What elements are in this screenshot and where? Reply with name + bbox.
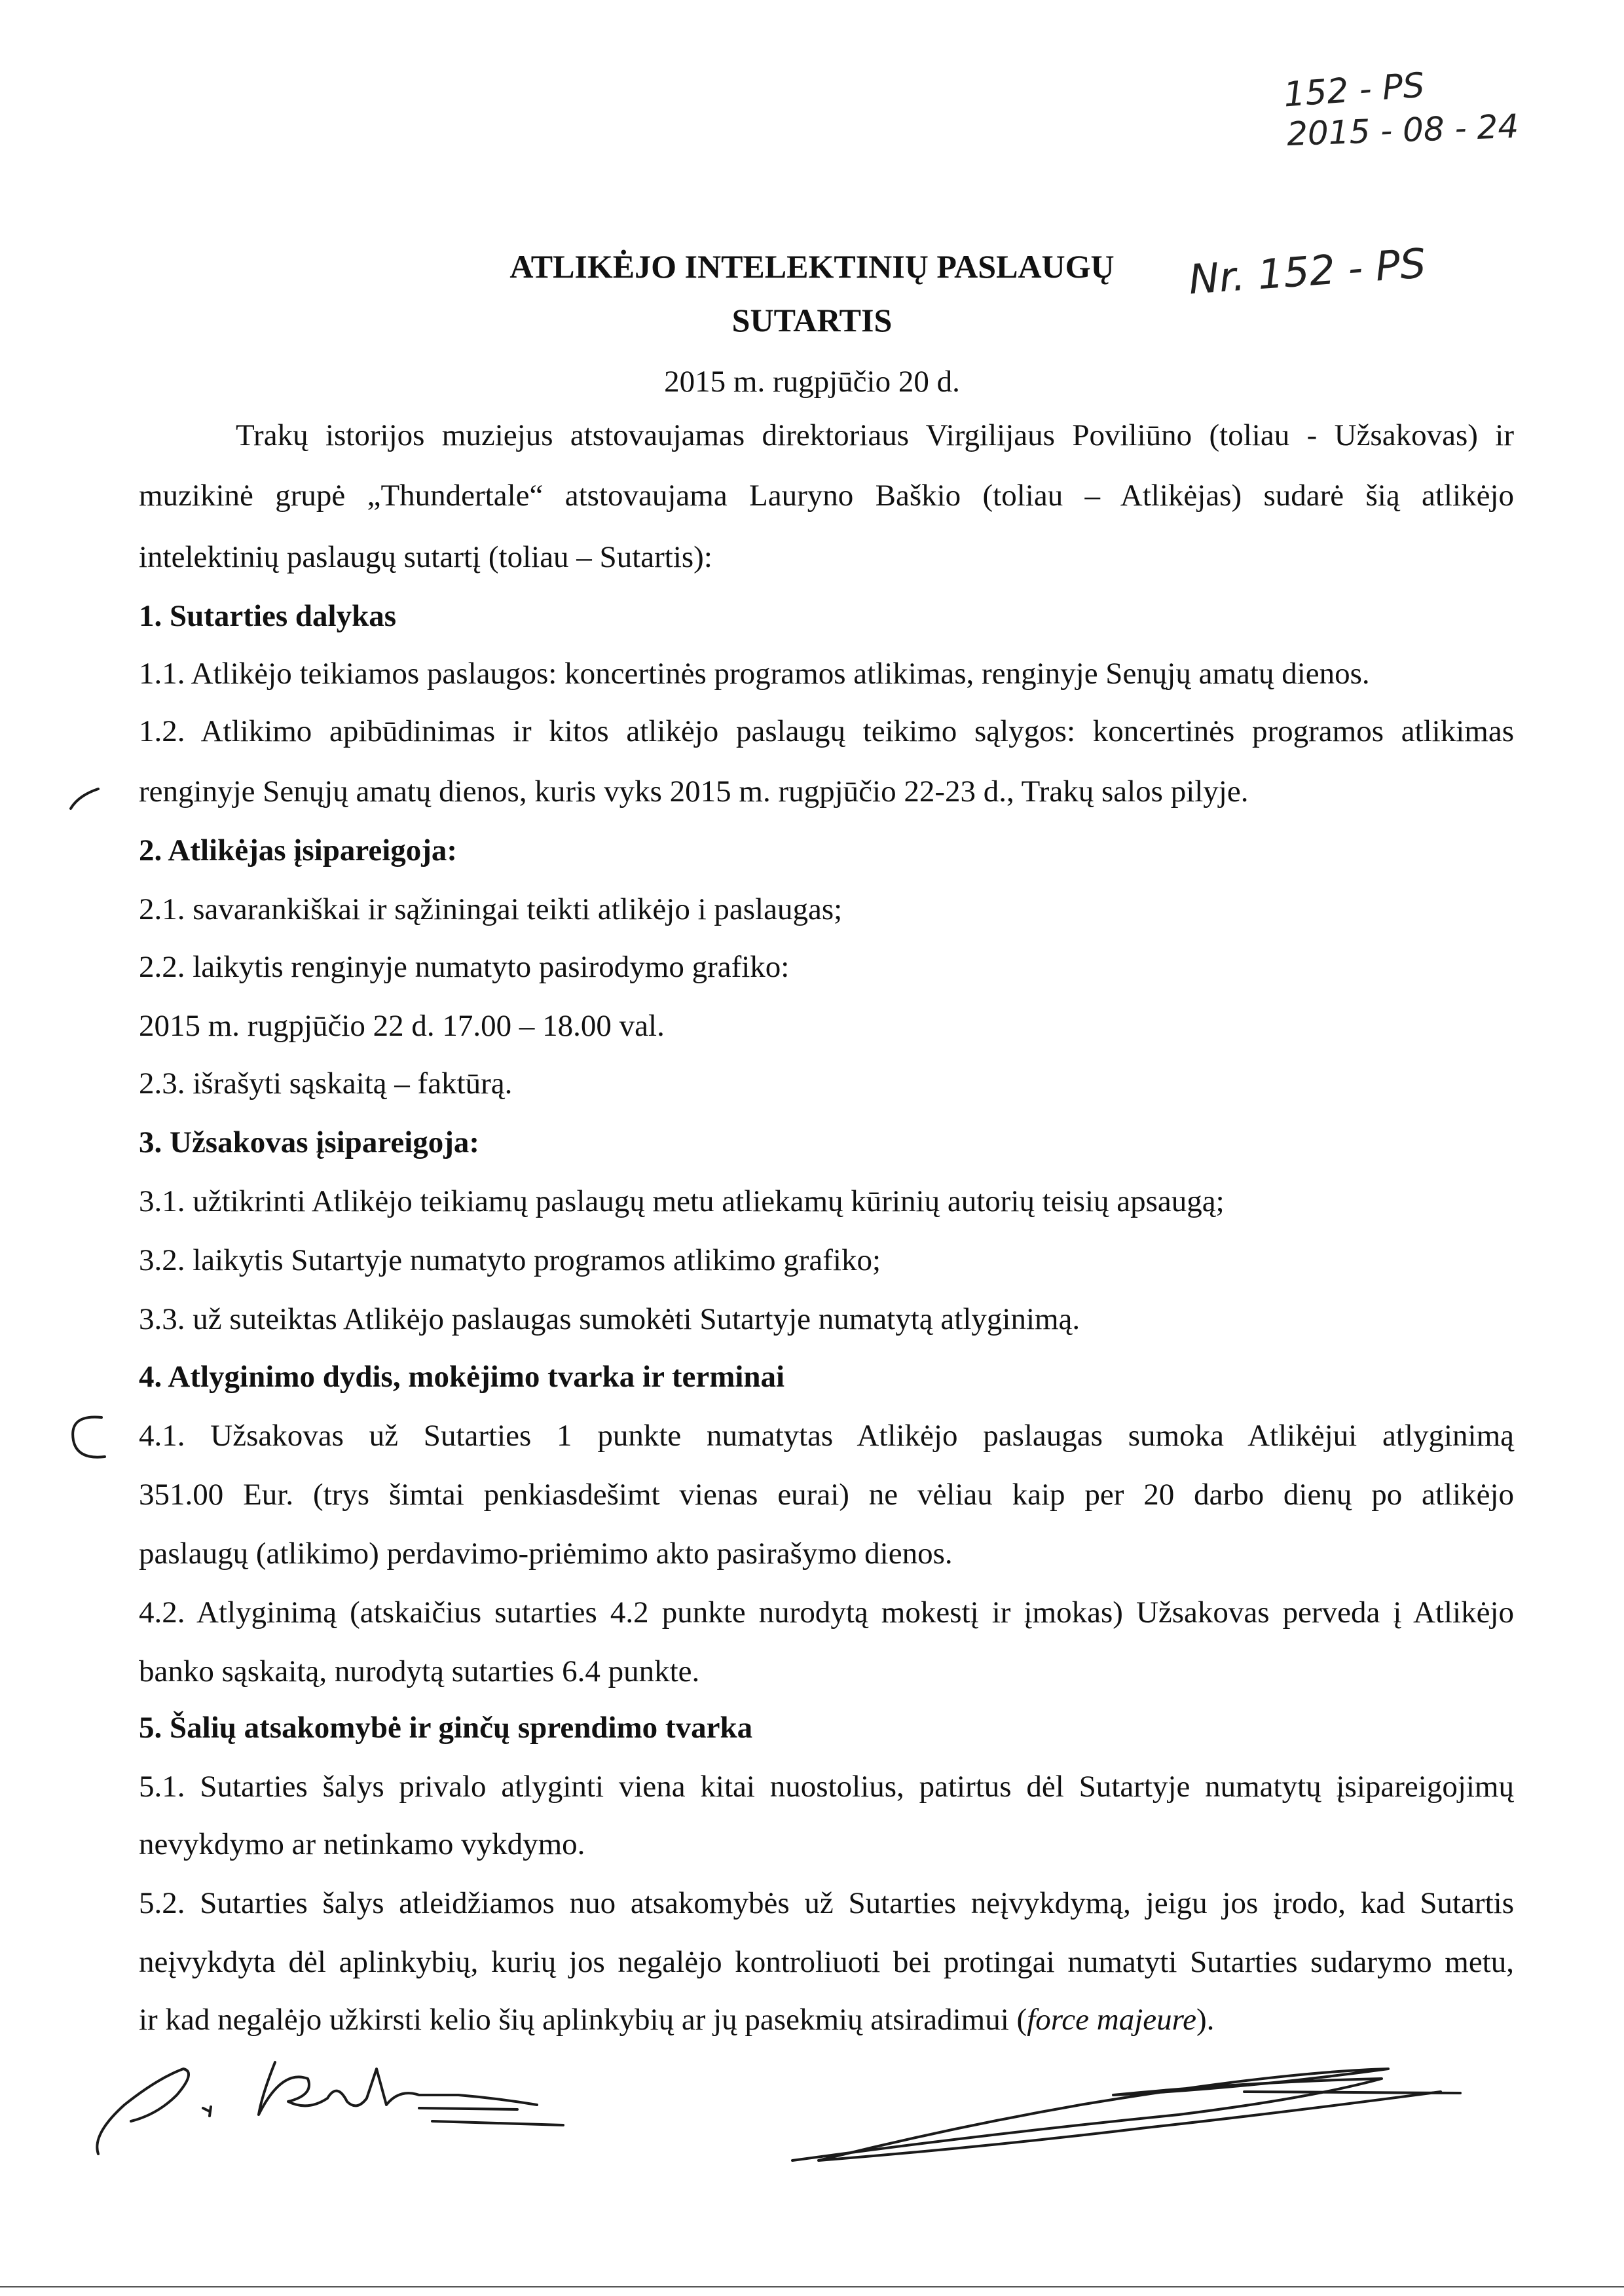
left-signature [97,2062,563,2154]
clause-3-1: 3.1. užtikrinti Atlikėjo teikiamų paslaugų metu atliekamų kūrinių autorių teisių apsaugą; [139,1184,1225,1218]
clause-1-2-line-1: 1.2. Atlikimo apibūdinimas ir kitos atlikėjo paslaugų teikimo sąlygos: koncertinės programos atlikimas [139,714,1514,748]
clause-2-2: 2.2. laikytis renginyje numatyto pasirodymo grafiko: [139,950,790,984]
handwritten-registration-number: 152 - PS [1282,65,1426,115]
clause-4-1-line-2: 351.00 Eur. (trys šimtai penkiasdešimt vienas eurai) ne vėliau kaip per 20 darbo dienų po atlikėjo [139,1478,1514,1512]
section-3-heading: 3. Užsakovas įsipareigoja: [139,1125,480,1159]
clause-5-2-line-1: 5.2. Sutarties šalys atleidžiamos nuo atsakomybės už Sutarties neįvykdymą, jeigu jos įrodo, kad Sutartis [139,1886,1514,1920]
document-subtitle: SUTARTIS [731,302,893,338]
clause-5-1-line-1: 5.1. Sutarties šalys privalo atlyginti viena kitai nuostolius, patirtus dėl Sutartyje numatytų įsipareigojimų [139,1770,1514,1804]
handwritten-contract-number: Nr. 152 - PS [1187,239,1428,304]
clause-4-2-line-2: banko sąskaitą, nurodytą sutarties 6.4 punkte. [139,1654,700,1688]
clause-5-2-line-2: neįvykdyta dėl aplinkybių, kurių jos negalėjo kontroliuoti bei protingai numatyti Sutarties sudarymo metu, [139,1945,1514,1979]
clause-1-2-line-2: renginyje Senųjų amatų dienos, kuris vyks 2015 m. rugpjūčio 22-23 d., Trakų salos pilyje. [139,774,1249,809]
intro-line-1: Trakų istorijos muziejus atstovaujamas direktoriaus Virgilijaus Poviliūno (toliau - Užsakovas) ir [236,418,1514,452]
document-title: ATLIKĖJO INTELEKTINIŲ PASLAUGŲ [509,248,1115,285]
margin-mark-2 [73,1417,105,1457]
clause-5-2-line-3-end: ). [1196,2003,1215,2037]
clause-4-1-line-3: paslaugų (atlikimo) perdavimo-priėmimo akto pasirašymo dienos. [139,1537,953,1571]
section-1-heading: 1. Sutarties dalykas [139,599,397,633]
clause-3-3: 3.3. už suteiktas Atlikėjo paslaugas sumokėti Sutartyje numatytą atlyginimą. [139,1302,1080,1336]
clause-5-1-line-2: nevykdymo ar netinkamo vykdymo. [139,1827,585,1861]
clause-2-3: 2.3. išrašyti sąskaitą – faktūrą. [139,1066,513,1101]
right-signature [792,2069,1460,2160]
clause-3-2: 3.2. laikytis Sutartyje numatyto programos atlikimo grafiko; [139,1243,881,1277]
handwritten-registration-date: 2015 - 08 - 24 [1286,107,1520,154]
clause-4-1-line-1: 4.1. Užsakovas už Sutarties 1 punkte numatytas Atlikėjo paslaugas sumoka Atlikėjui atlyginimą [139,1419,1514,1453]
clause-1-1: 1.1. Atlikėjo teikiamos paslaugos: koncertinės programos atlikimas, renginyje Senųjų amatų dienos. [139,657,1370,691]
scan-bottom-edge [0,2286,1624,2287]
intro-line-2: muzikinė grupė „Thundertale“ atstovaujama Lauryno Baškio (toliau – Atlikėjas) sudarė šią atlikėjo [139,479,1514,513]
section-4-heading: 4. Atlyginimo dydis, mokėjimo tvarka ir terminai [139,1360,785,1394]
section-2-heading: 2. Atlikėjas įsipareigoja: [139,833,458,867]
section-5-heading: 5. Šalių atsakomybė ir ginčų sprendimo tvarka [139,1711,753,1745]
clause-2-2-schedule: 2015 m. rugpjūčio 22 d. 17.00 – 18.00 val. [139,1009,665,1043]
clause-5-2-line-3-text: ir kad negalėjo užkirsti kelio šių aplinkybių ar jų pasekmių atsiradimui ( [139,2003,1027,2037]
margin-mark-1 [71,789,98,809]
force-majeure-term: force majeure [1027,2003,1197,2037]
contract-date: 2015 m. rugpjūčio 20 d. [664,365,960,399]
clause-4-2-line-1: 4.2. Atlyginimą (atskaičius sutarties 4.2 punkte nurodytą mokestį ir įmokas) Užsakovas perveda į Atlikėjo [139,1595,1514,1630]
clause-2-1: 2.1. savarankiškai ir sąžiningai teikti atlikėjo i paslaugas; [139,892,843,926]
intro-line-3: intelektinių paslaugų sutartį (toliau – Sutartis): [139,540,712,574]
